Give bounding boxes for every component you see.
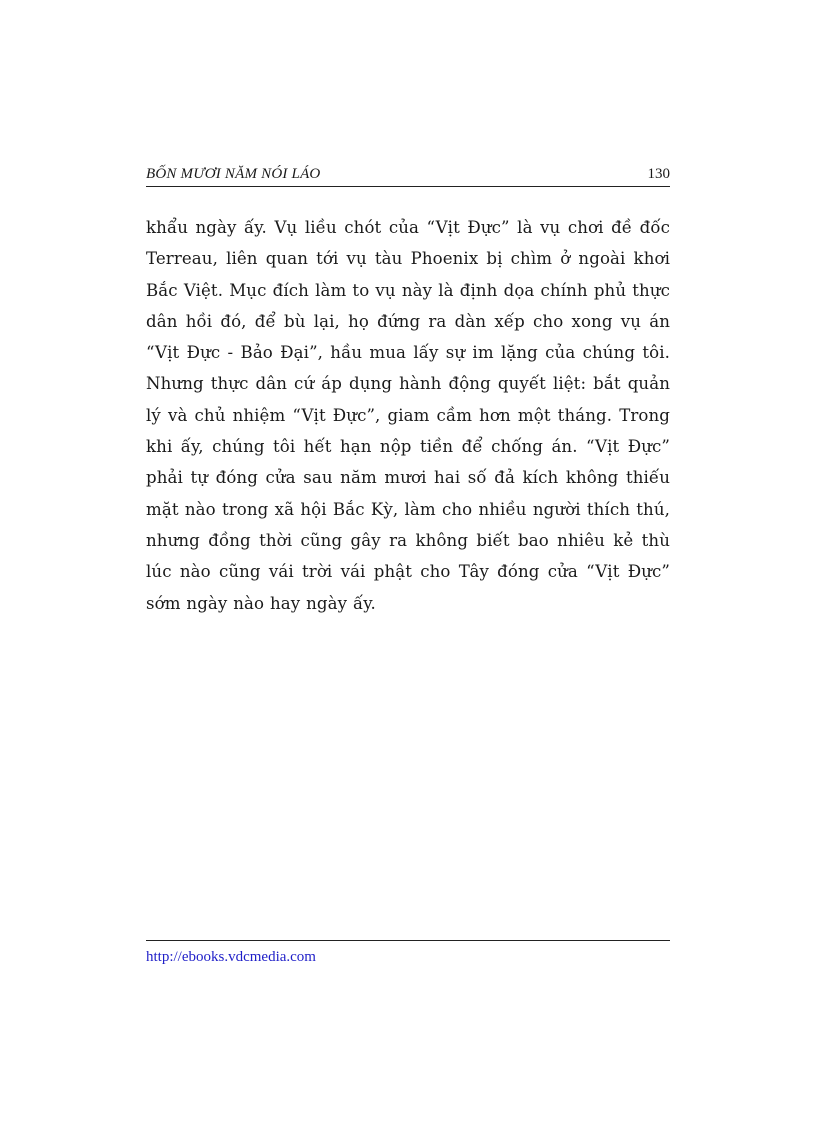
book-title: BỐN MƯƠI NĂM NÓI LÁO <box>146 166 321 182</box>
book-page <box>146 0 670 1123</box>
page-number: 130 <box>647 166 670 182</box>
running-header <box>146 164 670 187</box>
body-paragraph: khẩu ngày ấy. Vụ liều chót của “Vịt Đực” là vụ chơi đề đốc Terreau, liên quan tới vụ tàu Phoenix bị chìm ở ngoài khơi Bắc Việt. Mục đích làm to vụ này là định dọa chính phủ thực dân hồi đó, để bù lại, họ đứng ra dàn xếp cho xong vụ án “Vịt Đực - Bảo Đại”, hầu mua lấy sự im lặng của chúng tôi. Nhưng thực dân cứ áp dụng hành động quyết liệt: bắt quản lý và chủ nhiệm “Vịt Đực”, giam cầm hơn một tháng. Trong khi ấy, chúng tôi hết hạn nộp tiền để chống án. “Vịt Đực” phải tự đóng cửa sau năm mươi hai số đả kích không thiếu mặt nào trong xã hội Bắc Kỳ, làm cho nhiều người thích thú, nhưng đồng thời cũng gây ra không biết bao nhiêu kẻ thù lúc nào cũng vái trời vái phật cho Tây đóng cửa “Vịt Đực” sớm ngày nào hay ngày ấy. <box>146 218 670 613</box>
footer-divider <box>146 940 670 941</box>
footer-website-link[interactable]: http://ebooks.vdcmedia.com <box>146 949 316 965</box>
